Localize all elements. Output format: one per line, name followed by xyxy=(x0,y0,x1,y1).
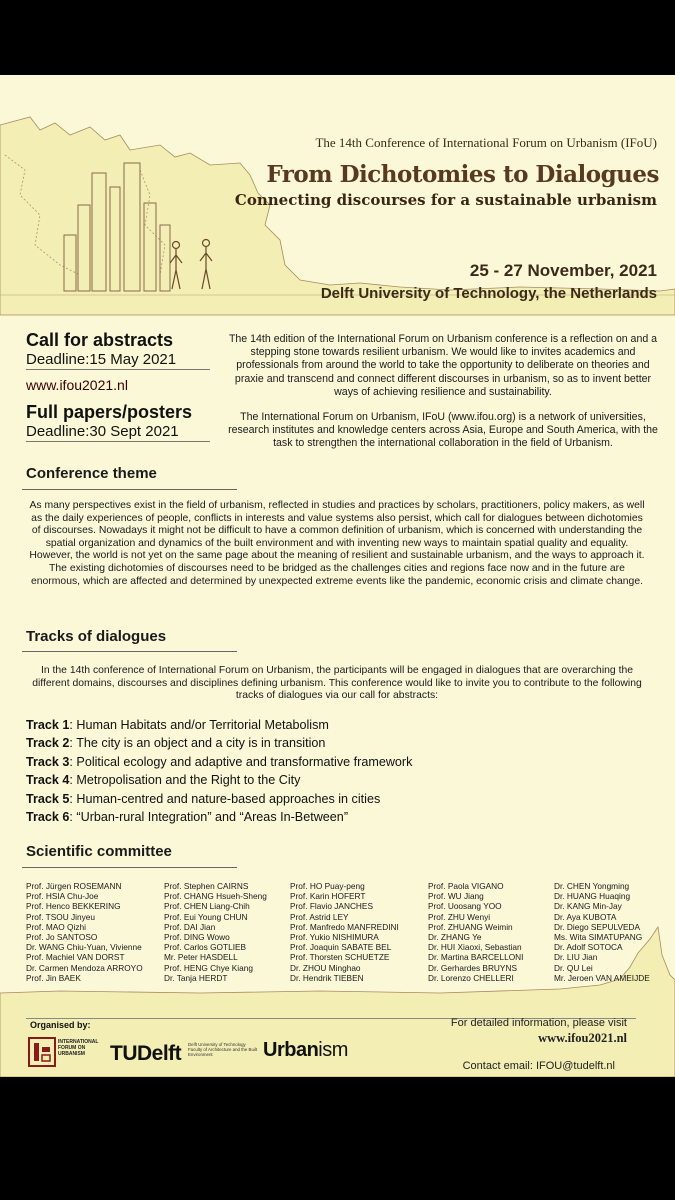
urbanism-logo-part1: Urban xyxy=(263,1039,319,1061)
track-text: : Human Habitats and/or Territorial Metabolism xyxy=(69,718,329,732)
committee-member: Prof. TSOU Jinyeu xyxy=(26,911,96,922)
committee-member: Prof. Stephen CAIRNS xyxy=(164,881,249,891)
committee-member: Prof. WU Jiang xyxy=(428,891,484,902)
committee-member: Dr. ZHANG Ye xyxy=(428,932,482,943)
page-subtitle: Connecting discourses for a sustainable urbanism xyxy=(234,191,657,209)
committee-member: Dr. Hendrik TIEBEN xyxy=(290,972,364,983)
contact-email[interactable]: Contact email: IFOU@tudelft.nl xyxy=(462,1060,615,1072)
tracks-intro: In the 14th conference of International Forum on Urbanism, the participants will be engaged in dialogues that are overarching the different domains, discourses and disciplines defining urbanism. This conference would like to invite you to contribute to the following tracks of dialogues via our call for abstracts: xyxy=(32,665,642,702)
committee-member: Dr. Tanja HERDT xyxy=(164,972,228,983)
committee-column-1 xyxy=(26,881,143,983)
committee-member: Mr. Jeroen VAN AMEIJDE xyxy=(554,972,650,983)
committee-member: Prof. ZHU Wenyi xyxy=(428,911,491,922)
committee-member: Prof. HO Puay-peng xyxy=(290,881,365,891)
committee-member: Prof. Jin BAEK xyxy=(26,972,81,983)
committee-member: Ms. Wita SIMATUPANG xyxy=(554,932,643,943)
abstracts-title: Call for abstracts xyxy=(26,330,174,350)
committee-member: Prof. Flavio JANCHES xyxy=(290,901,373,912)
committee-heading: Scientific committee xyxy=(26,843,172,860)
committee-member: Dr. CHEN Yongming xyxy=(554,881,630,891)
intro-text xyxy=(228,333,658,463)
theme-divider xyxy=(22,489,237,490)
tracks-heading: Tracks of dialogues xyxy=(26,628,167,645)
tracks-list xyxy=(26,716,646,826)
committee-member: Prof. Jürgen ROSEMANN xyxy=(26,881,122,891)
committee-member: Dr. Aya KUBOTA xyxy=(554,911,617,922)
committee-member: Prof. Manfredo MANFREDINI xyxy=(290,921,399,932)
ifou-logo-text: INTERNATIONAL FORUM ON URBANISM xyxy=(58,1039,99,1057)
committee-column-5 xyxy=(554,881,650,983)
committee-member: Prof. Joaquin SABATE BEL xyxy=(290,942,392,953)
committee-member: Prof. Jo SANTOSO xyxy=(26,932,98,943)
committee-member: Prof. DAI Jian xyxy=(164,921,216,932)
page-title: From Dichotomies to Dialogues xyxy=(266,161,659,188)
committee-column-2 xyxy=(164,881,267,983)
ifou-logo-icon xyxy=(28,1037,56,1067)
track-label: Track 1 xyxy=(26,718,70,732)
track-item xyxy=(26,716,646,734)
track-text: : Human-centred and nature-based approaches in cities xyxy=(69,791,381,806)
committee-member: Prof. Machiel VAN DORST xyxy=(26,952,125,963)
committee-member: Prof. Yukio NISHIMURA xyxy=(290,932,379,943)
organised-by-label: Organised by: xyxy=(30,1020,91,1030)
track-label: Track 5 xyxy=(26,791,70,806)
committee-member: Dr. Gerhardes BRUYNS xyxy=(428,962,517,973)
track-item xyxy=(26,790,646,808)
intro-paragraph-2: The International Forum on Urbanism, IFoU (www.ifou.org) is a network of universities, research institutes and knowledge centers across Asia, Europe and South America, with the task to strengthen the international collaboration in the field of Urbanism. xyxy=(228,411,658,450)
committee-divider xyxy=(22,867,237,868)
track-label: Track 4 xyxy=(26,773,70,788)
committee-member: Prof. HSIA Chu-Joe xyxy=(26,891,99,902)
conference-dates: 25 - 27 November, 2021 xyxy=(469,261,657,280)
urbanism-logo-part2: ism xyxy=(318,1039,348,1061)
committee-member: Prof. ZHUANG Weimin xyxy=(428,921,513,932)
committee-member: Prof. Eui Young CHUN xyxy=(164,911,248,922)
abstracts-deadline: Deadline:15 May 2021 xyxy=(26,350,210,370)
papers-deadline: Deadline:30 Sept 2021 xyxy=(26,422,210,442)
committee-member: Dr. HUI Xiaoxi, Sebastian xyxy=(428,942,522,953)
committee-member: Prof. Astrid LEY xyxy=(290,911,349,922)
committee-member: Prof. Henco BEKKERING xyxy=(26,901,121,912)
track-item xyxy=(26,734,646,752)
track-item xyxy=(26,808,646,826)
theme-text: As many perspectives exist in the field of urbanism, reflected in studies and practices by scholars, practitioners, policy makers, as well as the daily experiences of people, conflicts in interests and value systems also persist, which call for dialogues between dichotomies of discourses. Nowadays it might not be difficult to have a common definition of urbanism, which is concerned with understanding the spatial organization and dynamics of the built environment and with inventing new ways to maintain spatial quality and equality. However, the world is not yet on the same page about the meaning of resilient and sustainable urbanism, and the ways to approach it. The existing dichotomies of discourses need to be bridged as the challenges cities and regions face now and in the future are enormous, which are affected and determined by unexpected extreme events like the pandemic, economic crisis and climate change. xyxy=(29,500,645,587)
committee-member: Prof. CHEN Liang-Chih xyxy=(164,901,250,912)
committee-member: Dr. Lorenzo CHELLERI xyxy=(428,972,514,983)
intro-paragraph-1: The 14th edition of the International Forum on Urbanism conference is a reflection on and a stepping stone towards resilient urbanism. We would like to invites academics and professionals from around the world to take the opportunity to deliberate on theories and praxie and transcend and connect different discourses in urbanism, so as to invent better ways of achieving resilience and sustainability. xyxy=(228,333,658,398)
theme-heading: Conference theme xyxy=(26,465,157,482)
track-label: Track 6 xyxy=(26,810,70,825)
urbanism-logo xyxy=(263,1039,348,1062)
tudelft-logo-subtitle: Delft University of Technology Faculty of Architecture and the Built Environment xyxy=(188,1042,258,1058)
track-item xyxy=(26,753,646,771)
committee-member: Dr. Carmen Mendoza ARROYO xyxy=(26,962,143,973)
committee-member: Dr. ZHOU Minghao xyxy=(290,962,361,973)
committee-member: Prof. Paola VIGANO xyxy=(428,881,504,891)
website-link[interactable]: www.ifou2021.nl xyxy=(26,377,128,393)
committee-member: Dr. HUANG Huaqing xyxy=(554,891,631,902)
committee-member: Prof. CHANG Hsueh-Sheng xyxy=(164,891,267,902)
track-text: : The city is an object and a city is in transition xyxy=(69,736,326,751)
committee-member: Dr. Diego SEPULVEDA xyxy=(554,921,641,932)
track-item xyxy=(26,771,646,789)
track-text: : Metropolisation and the Right to the City xyxy=(69,773,301,788)
conference-venue: Delft University of Technology, the Netherlands xyxy=(320,285,657,302)
committee-member: Dr. WANG Chiu-Yuan, Vivienne xyxy=(26,942,142,953)
papers-title: Full papers/posters xyxy=(26,402,193,422)
committee-column-3 xyxy=(290,881,399,983)
committee-member: Dr. Martina BARCELLONI xyxy=(428,952,524,963)
committee-member: Prof. DING Wowo xyxy=(164,932,230,943)
track-label: Track 2 xyxy=(26,736,70,751)
committee-member: Dr. LIU Jian xyxy=(554,952,598,963)
committee-member: Prof. Carlos GOTLIEB xyxy=(164,942,247,953)
committee-member: Prof. HENG Chye Kiang xyxy=(164,962,253,973)
committee-member: Mr. Peter HASDELL xyxy=(164,952,238,963)
committee-member: Dr. KANG Min-Jay xyxy=(554,901,622,912)
info-url-link[interactable]: www.ifou2021.nl xyxy=(538,1031,627,1045)
committee-member: Dr. Adolf SOTOCA xyxy=(554,942,623,953)
committee-member: Prof. Uoosang YOO xyxy=(428,901,502,912)
committee-member: Prof. Karin HOFERT xyxy=(290,891,366,902)
tracks-divider xyxy=(22,651,237,652)
info-label: For detailed information, please visit xyxy=(450,1017,627,1029)
committee-member: Dr. QU Lei xyxy=(554,962,593,973)
call-block xyxy=(26,330,216,442)
committee-member: Prof. MAO Qizhi xyxy=(26,921,86,932)
track-text: : Political ecology and adaptive and transformative framework xyxy=(69,754,413,769)
committee-member: Prof. Thorsten SCHUETZE xyxy=(290,952,390,963)
tudelft-logo: TUDelft xyxy=(110,1042,182,1065)
track-label: Track 3 xyxy=(26,754,70,769)
committee-column-4 xyxy=(428,881,523,983)
poster xyxy=(0,75,675,1077)
conference-label: The 14th Conference of International Forum on Urbanism (IFoU) xyxy=(315,135,657,150)
track-text: : “Urban-rural Integration” and “Areas In-Between” xyxy=(69,810,349,825)
